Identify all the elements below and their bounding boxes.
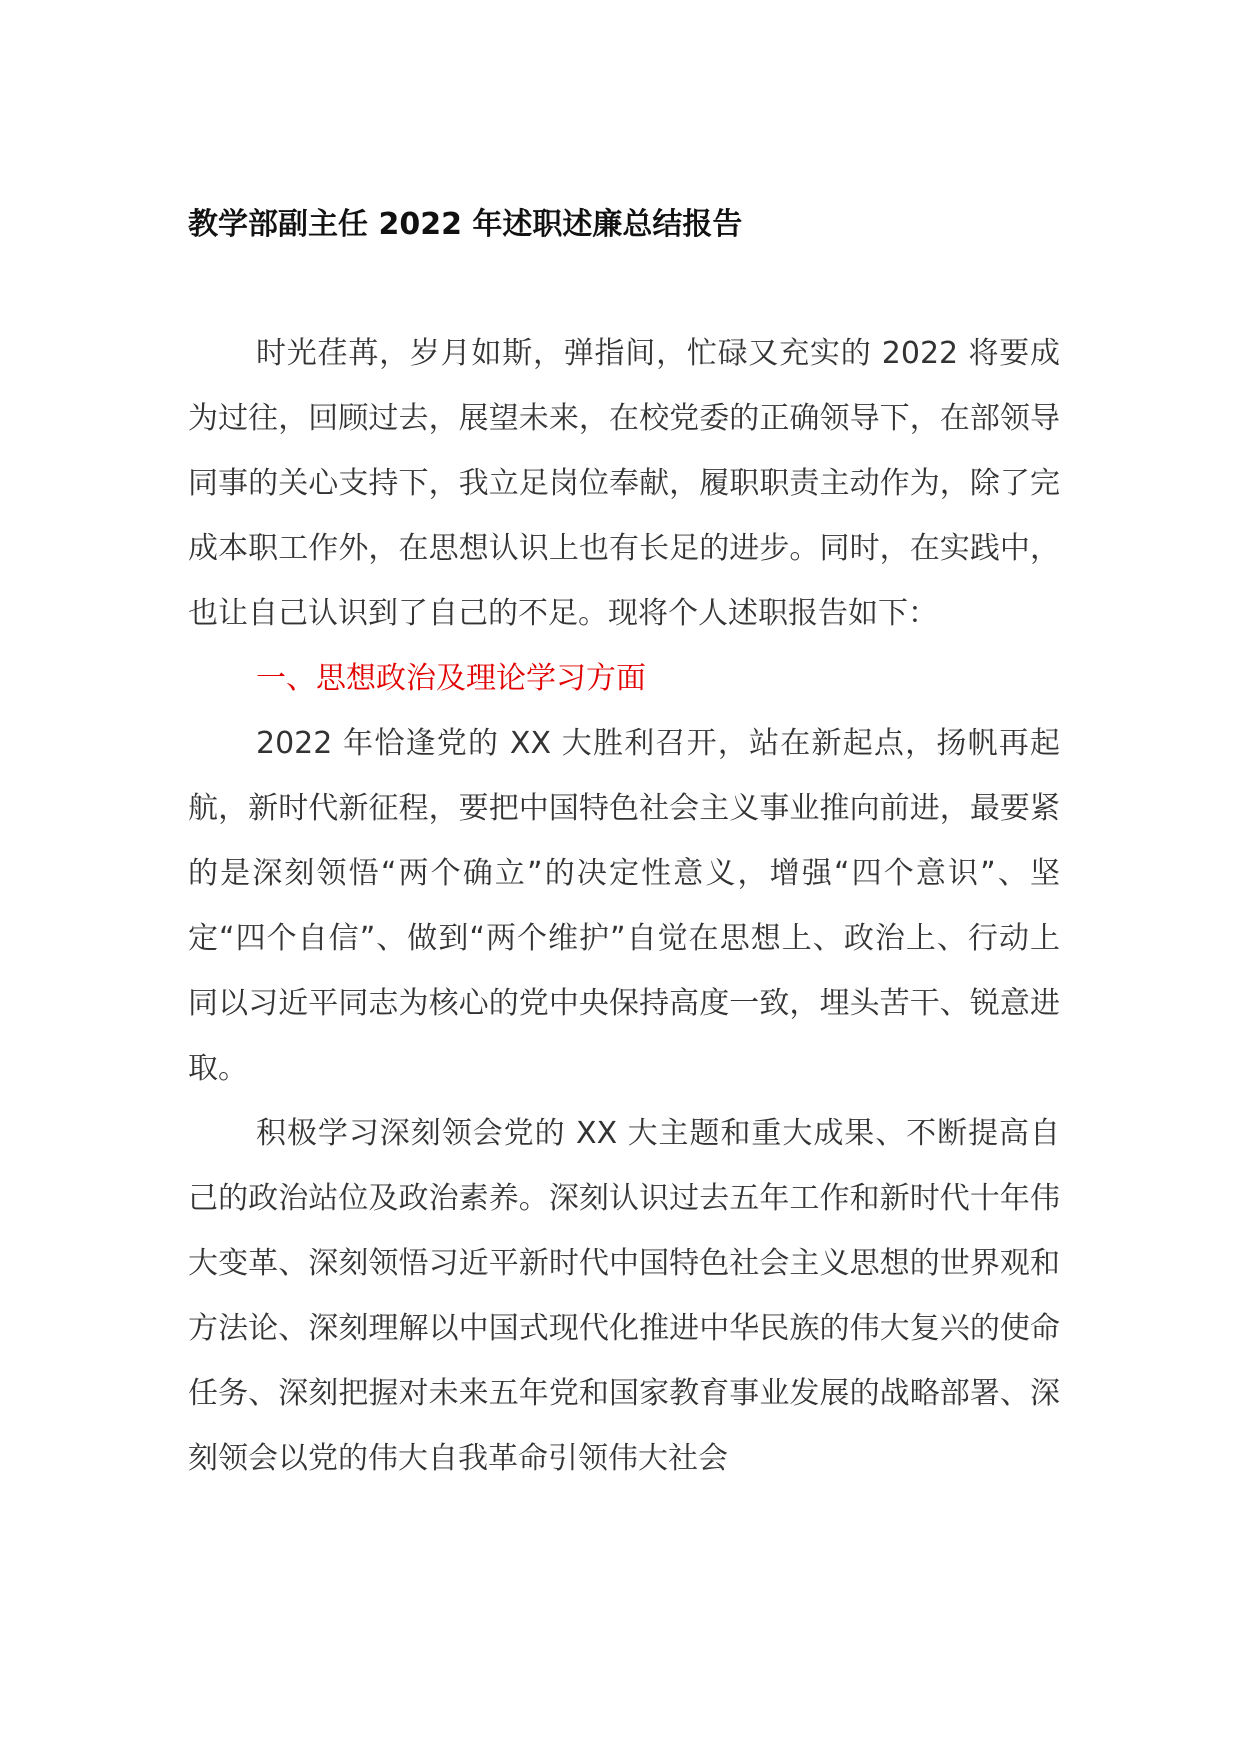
section-paragraph-2: 积极学习深刻领会党的 XX 大主题和重大成果、不断提高自己的政治站位及政治素养。深刻认识过去五年工作和新时代十年伟大变革、深刻领悟习近平新时代中国特色社会主义思想的世界观和方法论、深刻理解以中国式现代化推进中华民族的伟大复兴的使命任务、深刻把握对未来五年党和国家教育事业发展的战略部署、深刻领会以党的伟大自我革命引领伟大社会 [188,1116,1060,1476]
section-paragraph-1: 2022 年恰逢党的 XX 大胜利召开，站在新起点，扬帆再起航，新时代新征程，要把中国特色社会主义事业推向前进，最要紧的是深刻领悟“两个确立”的决定性意义，增强“四个意识”、坚定“四个自信”、做到“两个维护”自觉在思想上、政治上、行动上同以习近平同志为核心的党中央保持高度一致，埋头苦干、锐意进取。 [188,726,1060,1086]
document-body [188,321,1060,1491]
intro-paragraph: 时光荏苒，岁月如斯，弹指间，忙碌又充实的 2022 将要成为过往，回顾过去，展望未来，在校党委的正确领导下，在部领导同事的关心支持下，我立足岗位奉献，履职职责主动作为，除了完成本职工作外，在思想认识上也有长足的进步。同时，在实践中，也让自己认识到了自己的不足。现将个人述职报告如下： [188,336,1060,631]
document-title: 教学部副主任 2022 年述职述廉总结报告 [188,207,743,242]
section-heading: 一、思想政治及理论学习方面 [256,661,646,696]
